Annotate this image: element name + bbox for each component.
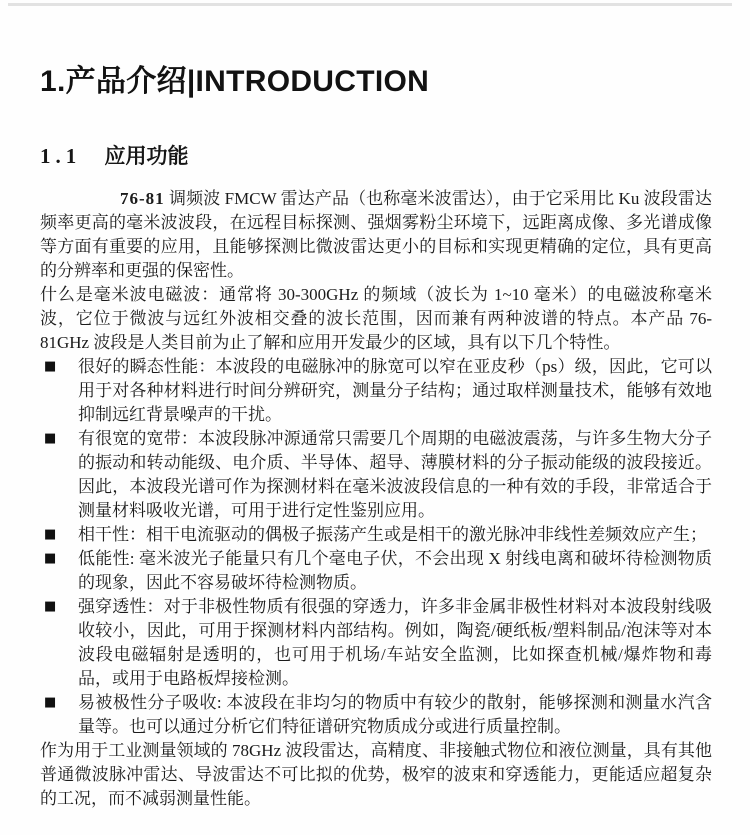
feature-item-text: 强穿透性：对于非极性物质有很强的穿透力，许多非金属非极性材料对本波段射线吸收较小，因此，可用于探测材料内部结构。例如，陶瓷/硬纸板/塑料制品/泡沫等对本波段电磁辐射是透明的，也可用于机场/车站安全监测，比如探查机械/爆炸物和毒品，或用于电路板焊接检测。 xyxy=(78,597,712,689)
square-bullet-icon: ■ xyxy=(44,551,57,567)
section-heading xyxy=(40,144,712,169)
scan-artifact-line xyxy=(8,3,732,6)
square-bullet-icon: ■ xyxy=(44,359,57,375)
definition-paragraph: 什么是毫米波电磁波：通常将 30-300GHz 的频域（波长为 1~10 毫米）的电磁波称毫米波，它位于微波与远红外波相交叠的波长范围，因而兼有两种波谱的特点。本产品 76-81GHz 波段是人类目前为止了解和应用开发最少的区域，具有以下几个特性。 xyxy=(40,285,712,353)
feature-item-penetration xyxy=(40,595,712,691)
feature-item-polar-absorption xyxy=(40,691,712,739)
feature-item-coherence xyxy=(40,523,712,547)
chapter-heading xyxy=(40,64,712,100)
square-bullet-icon: ■ xyxy=(44,431,57,447)
square-bullet-icon: ■ xyxy=(44,695,57,711)
feature-item-transient xyxy=(40,355,712,427)
intro-paragraph xyxy=(40,187,712,283)
feature-item-text: 很好的瞬态性能：本波段的电磁脉冲的脉宽可以窄在亚皮秒（ps）级，因此，它可以用于对各种材料进行时间分辨研究，测量分子结构；通过取样测量技术，能够有效地抑制远红背景噪声的干扰。 xyxy=(78,357,712,425)
feature-item-text: 有很宽的宽带：本波段脉冲源通常只需要几个周期的电磁波震荡，与许多生物大分子的振动和转动能级、电介质、半导体、超导、薄膜材料的分子振动能级的波段接近。因此，本波段光谱可作为探测材料在毫米波波段信息的一种有效的手段，非常适合于测量材料吸收光谱，可用于进行定性鉴别应用。 xyxy=(78,429,712,521)
closing-paragraph: 作为用于工业测量领域的 78GHz 波段雷达，高精度、非接触式物位和液位测量，具有其他普通微波脉冲雷达、导波雷达不可比拟的优势，极窄的波束和穿透能力，更能适应超复杂的工况，而不减弱测量性能。 xyxy=(40,741,712,809)
feature-list xyxy=(40,355,712,739)
feature-item-bandwidth xyxy=(40,427,712,523)
feature-item-low-energy xyxy=(40,547,712,595)
square-bullet-icon: ■ xyxy=(44,599,57,615)
model-range-bold: 76-81 xyxy=(120,189,165,209)
square-bullet-icon: ■ xyxy=(44,527,57,543)
section-number: 1.1 xyxy=(40,144,82,168)
feature-item-text: 易被极性分子吸收: 本波段在非均匀的物质中有较少的散射，能够探测和测量水汽含量等。也可以通过分析它们特征谱研究物质成分或进行质量控制。 xyxy=(78,693,712,737)
chapter-heading-text: 1.产品介绍|INTRODUCTION xyxy=(40,65,430,98)
feature-item-text: 相干性：相干电流驱动的偶极子振荡产生或是相干的激光脉冲非线性差频效应产生； xyxy=(78,525,707,545)
section-title: 应用功能 xyxy=(104,144,189,168)
intro-paragraph-text: 调频波 FMCW 雷达产品（也称毫米波雷达），由于它采用比 Ku 波段雷达频率更高的毫米波波段，在远程目标探测、强烟雾粉尘环境下，远距离成像、多光谱成像等方面有重要的应用，且能够探测比微波雷达更小的目标和实现更精确的定位，具有更高的分辨率和更强的保密性。 xyxy=(40,189,712,281)
feature-item-text: 低能性: 毫米波光子能量只有几个毫电子伏，不会出现 X 射线电离和破坏待检测物质的现象，因此不容易破坏待检测物质。 xyxy=(78,549,712,593)
